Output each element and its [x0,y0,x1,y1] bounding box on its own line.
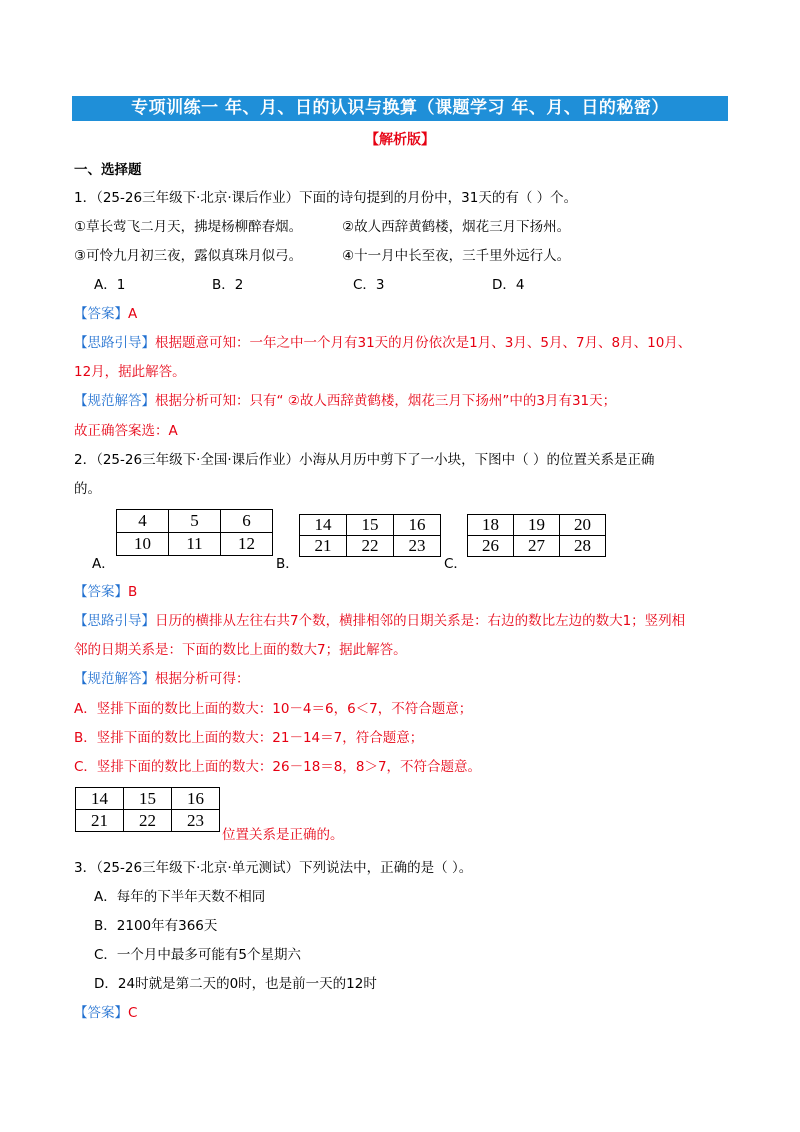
calendar-table-correct [75,787,220,832]
hint-tag: 【思路引导】 [74,613,155,629]
option-label-a: A． [92,556,115,572]
calendar-table-c [467,514,606,557]
solution-text: 根据分析可知：只有“ ②故人西辞黄鹤楼，烟花三月下扬州”中的3月有31天； [155,393,617,409]
answer-value: C [128,1005,138,1021]
q2-hint-cont: 邻的日期关系是：下面的数比上面的数大7；据此解答。 [74,642,407,658]
hint-text: 日历的横排从左往右共7个数，横排相邻的日期关系是：右边的数比左边的数大1；竖列相 [155,613,686,629]
q2-stem-cont: 的。 [74,481,101,497]
table-cell: 22 [347,536,394,557]
q2-solution-b: B．竖排下面的数比上面的数大：21－14＝7，符合题意； [74,730,424,746]
q1-hint [74,334,691,352]
q1-option-b: B．2 [212,277,244,293]
section-heading: 一、选择题 [74,162,142,178]
table-cell: 10 [117,533,169,556]
q1-option-d: D．4 [492,277,525,293]
q2-solution-c: C．竖排下面的数比上面的数大：26－18＝8，8＞7，不符合题意。 [74,759,482,775]
table-cell: 28 [560,536,606,557]
table-cell: 14 [76,788,124,810]
q1-hint-cont: 12月，据此解答。 [74,364,186,380]
calendar-table-b [299,514,441,557]
table-cell: 21 [300,536,347,557]
answer-tag: 【答案】 [74,306,128,322]
page-title: 专项训练一 年、月、日的认识与换算（课题学习 年、月、日的秘密） [72,96,728,121]
q3-option-c: C．一个月中最多可能有5个星期六 [94,947,302,963]
q3-answer [74,1004,137,1022]
solution-tag: 【规范解答】 [74,671,155,687]
q2-answer [74,583,137,601]
table-cell: 19 [514,515,560,536]
q3-option-b: B．2100年有366天 [94,918,218,934]
table-cell: 16 [172,788,220,810]
table-cell: 26 [468,536,514,557]
q1-answer [74,305,137,323]
table-cell: 27 [514,536,560,557]
q3-stem: 3．（25-26三年级下·北京·单元测试）下列说法中，正确的是（ ）。 [74,860,473,876]
table-cell: 5 [169,510,221,533]
answer-value: A [128,306,138,322]
table-cell: 18 [468,515,514,536]
q3-option-a: A．每年的下半年天数不相同 [94,889,266,905]
table-cell: 14 [300,515,347,536]
table-cell: 16 [394,515,441,536]
q1-solution-cont: 故正确答案选：A [74,423,178,439]
q1-poem-4: ④十一月中长至夜，三千里外远行人。 [342,248,571,264]
hint-tag: 【思路引导】 [74,335,155,351]
q1-poem-1: ①草长莺飞二月天，拂堤杨柳醉春烟。 [74,219,303,235]
q2-hint [74,612,685,630]
q2-solution [74,670,250,688]
table-cell: 21 [76,810,124,832]
answer-tag: 【答案】 [74,1005,128,1021]
hint-text: 根据题意可知：一年之中一个月有31天的月份依次是1月、3月、5月、7月、8月、10月、 [155,335,692,351]
q1-poem-2: ②故人西辞黄鹤楼，烟花三月下扬州。 [342,219,571,235]
q2-conclusion: 位置关系是正确的。 [222,827,344,843]
solution-text: 根据分析可得： [155,671,250,687]
table-cell: 23 [172,810,220,832]
solution-tag: 【规范解答】 [74,393,155,409]
table-cell: 15 [124,788,172,810]
q1-poem-3: ③可怜九月初三夜，露似真珠月似弓。 [74,248,303,264]
q1-option-c: C．3 [353,277,385,293]
table-cell: 4 [117,510,169,533]
table-cell: 12 [221,533,273,556]
table-cell: 22 [124,810,172,832]
table-cell: 23 [394,536,441,557]
option-label-c: C． [444,556,467,572]
q1-solution [74,392,616,410]
calendar-table-a [116,509,273,556]
q2-solution-a: A．竖排下面的数比上面的数大：10－4＝6，6＜7，不符合题意； [74,701,473,717]
table-cell: 6 [221,510,273,533]
q2-stem: 2．（25-26三年级下·全国·课后作业）小海从月历中剪下了一小块，下图中（ ）的位置关系是正确 [74,452,655,468]
subtitle: 【解析版】 [365,132,435,148]
table-cell: 15 [347,515,394,536]
q3-option-d: D．24时就是第二天的0时，也是前一天的12时 [94,976,377,992]
answer-value: B [128,584,138,600]
q1-stem: 1．（25-26三年级下·北京·课后作业）下面的诗句提到的月份中，31天的有（ ）个。 [74,190,578,206]
q1-option-a: A．1 [94,277,126,293]
option-label-b: B． [276,556,299,572]
table-cell: 11 [169,533,221,556]
table-cell: 20 [560,515,606,536]
answer-tag: 【答案】 [74,584,128,600]
